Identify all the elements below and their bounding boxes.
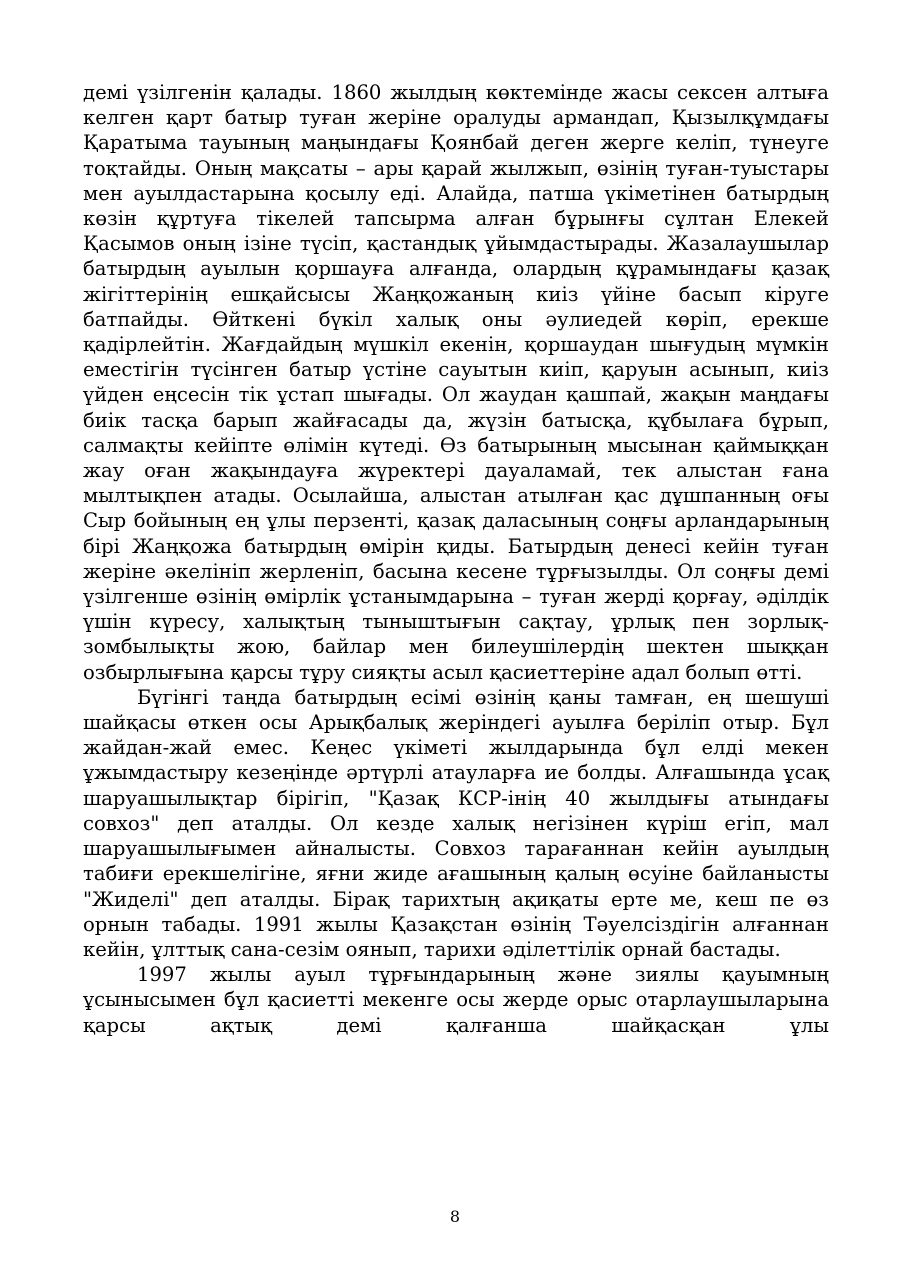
paragraph: 1997 жылы ауыл тұрғындарының және зиялы қауымның ұсынысымен бұл қасиетті мекенге осы жерде орыс отарлаушыларына қарсы ақтық демі қалғанша шайқасқан ұлы bbox=[83, 963, 829, 1037]
page-number: 8 bbox=[449, 1207, 461, 1226]
body-text bbox=[83, 80, 829, 1038]
paragraph: Бүгінгі таңда батырдың есімі өзінің қаны тамған, ең шешуші шайқасы өткен осы Арықбалық жеріндегі ауылға беріліп отыр. Бұл жайдан-жай емес. Кеңес үкіметі жылдарында бұл елді мекен ұжымдастыру кезеңінде әртүрлі атауларға ие болды. Алғашында ұсақ шаруашылықтар бірігіп, "Қазақ КСР-інің 40 жылдығы атындағы совхоз" деп аталды. Ол кезде халық негізінен күріш егіп, мал шаруашылығымен айналысты. Совхоз тарағаннан кейін ауылдың табиғи ерекшелігіне, яғни жиде ағашының қалың өсуіне байланысты "Жиделі" деп аталды. Бірақ тарихтың ақиқаты ерте ме, кеш пе өз орнын табады. 1991 жылы Қазақстан өзінің Тәуелсіздігін алғаннан кейін, ұлттық сана-сезім оянып, тарихи әділеттілік орнай бастады. bbox=[83, 685, 829, 961]
paragraph-continuation: демі үзілгенін қалады. 1860 жылдың көктемінде жасы сексен алтыға келген қарт батыр туған жеріне оралуды армандап, Қызылқұмдағы Қаратыма тауының маңындағы Қоянбай деген жерге келіп, түнеуге тоқтайды. Оның мақсаты – ары қарай жылжып, өзінің туған-туыстары мен ауылдастарына қосылу еді. Алайда, патша үкіметінен батырдың көзін құртуға тікелей тапсырма алған бұрынғы сұлтан Елекей Қасымов оның ізіне түсіп, қастандық ұйымдастырады. Жазалаушылар батырдың ауылын қоршауға алғанда, олардың құрамындағы қазақ жігіттерінің ешқайсысы Жаңқожаның киіз үйіне басып кіруге батпайды. Өйткені бүкіл халық оны әулиедей көріп, ерекше қадірлейтін. Жағдайдың мүшкіл екенін, қоршаудан шығудың мүмкін еместігін түсінген батыр үстіне сауытын киіп, қаруын асынып, киіз үйден еңсесін тік ұстап шығады. Ол жаудан қашпай, жақын маңдағы биік тасқа барып жайғасады да, жүзін батысқа, құбылаға бұрып, салмақты кейіпте өлімін күтеді. Өз батырының мысынан қаймыққан жау оған жақындауға жүректері дауаламай, тек алыстан ғана мылтықпен атады. Осылайша, алыстан атылған қас дұшпанның оғы Сыр бойының ең ұлы перзенті, қазақ даласының соңғы арландарының бірі Жаңқожа батырдың өмірін қиды. Батырдың денесі кейін туған жеріне әкелініп жерленіп, басына кесене тұрғызылды. Ол соңғы демі үзілгенше өзінің өмірлік ұстанымдарына – туған жерді қорғау, әділдік үшін күресу, халықтың тыныштығын сақтау, ұрлық пен зорлық-зомбылықты жою, байлар мен билеушілердің шектен шыққан озбырлығына қарсы тұру сияқты асыл қасиеттеріне адал болып өтті. bbox=[83, 81, 829, 684]
